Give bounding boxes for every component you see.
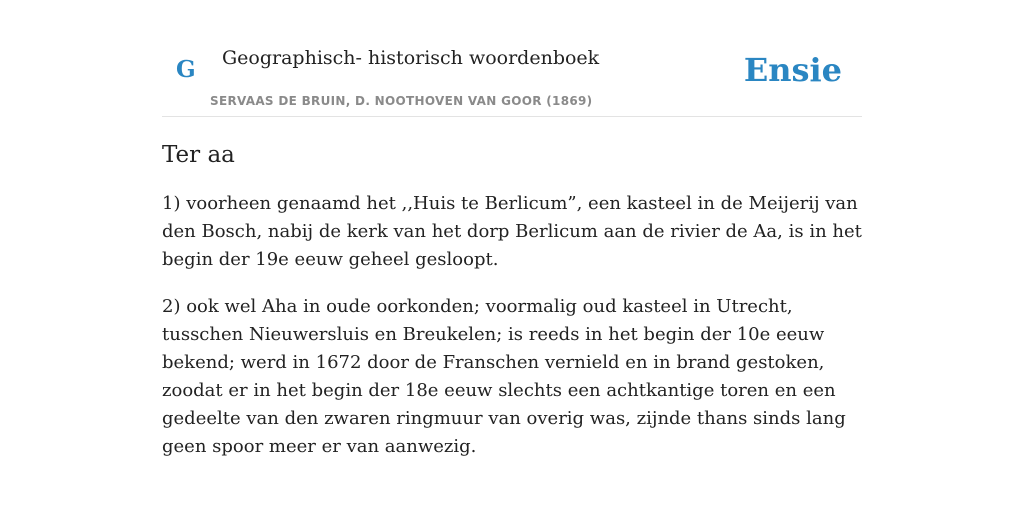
ensie-logo[interactable]: Ensie <box>743 51 842 89</box>
entry-paragraph-1: 1) voorheen genaamd het ,,Huis te Berlicum”, een kasteel in de Meijerij van den Bosch, nabij de kerk van het dorp Berlicum aan de rivier de Aa, is in het begin der 19e eeuw geheel gesloopt. <box>162 193 862 270</box>
entry-paragraph-2: 2) ook wel Aha in oude oorkonden; voormalig oud kasteel in Utrecht, tusschen Nieuwersluis en Breukelen; is reeds in het begin der 10e eeuw bekend; werd in 1672 door de Franschen vernield en in brand gestoken, zoodat er in het begin der 18e eeuw slechts een achtkantige toren en een gedeelte van den zwaren ringmuur van overig was, zijnde thans sinds lang geen spoor meer er van aanwezig. <box>162 296 846 457</box>
entry-content <box>162 138 862 480</box>
entry-title: Ter aa <box>162 142 235 168</box>
header <box>162 0 862 117</box>
book-author: SERVAAS DE BRUIN, D. NOOTHOVEN VAN GOOR (1869) <box>210 94 593 108</box>
book-icon: G <box>176 56 196 83</box>
book-title-link[interactable]: Geographisch- historisch woordenboek <box>222 47 600 69</box>
